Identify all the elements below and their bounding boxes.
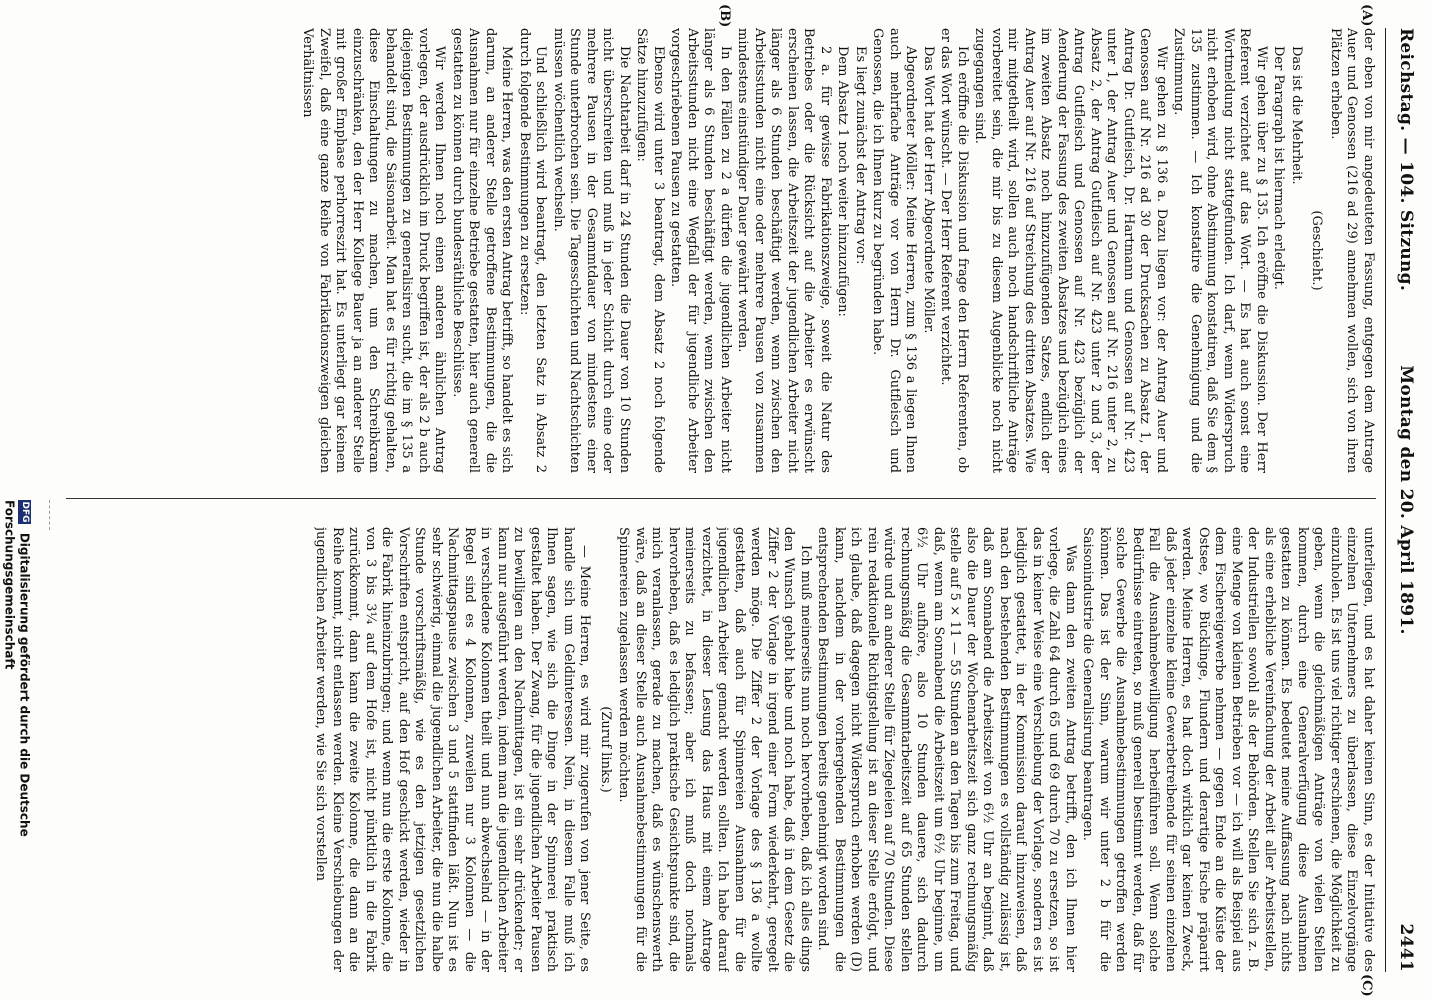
paragraph: Ich eröffne die Diskussion und frage den Herrn Referenten, ob er das Wort wünscht. — Der Herr Referent verzichtet. <box>938 28 970 473</box>
paragraph: Das ist die Mehrheit. <box>1289 46 1304 185</box>
margin-marker-a: (A) <box>1359 4 1374 27</box>
paragraph: 2 a. für gewisse Fabrikationszweige, soweit die Natur des Betriebes oder die Rücksicht auf die Arbeiter es erwünscht erscheinen lassen, die Arbeitszeit der jugendlichen Arbeiter nicht länger als 6 Stunden beschäftigt werden, wenn zwischen den Arbeitsstunden nicht eine oder mehrere Pausen von zusammen mindestens einstündiger Dauer gewährt werden. <box>735 28 833 473</box>
page-number: 2441 <box>1396 923 1416 972</box>
paragraph: Meine Herren, was den ersten Antrag betrifft, so handelt es sich darum, an anderer Stelle getroffene Bestimmungen, die die Ausnahmen nur für einzelne Betriebe gestatten, hier auch generell gestatten zu können durch bundesräthliche Beschlüsse. <box>450 28 515 473</box>
paragraph: Wir gehen über zu § 135. Ich eröffne die Diskussion. Der Herr Referent verzichtet auf das Wort. — Es hat auch sonst eine Wortmeldung nicht stattgefunden. Ich darf, wenn Widerspruch nicht erhoben wird, ohne Abstimmung konstatiren, daß Sie dem § 135 zustimmen. — Ich konstatire die Genehmigung und die Zustimmung. <box>1171 28 1269 473</box>
margin-marker-b: (B) <box>717 4 732 28</box>
dfg-logo: DFG <box>20 501 30 523</box>
paragraph: Ebenso wird unter 3 beantragt, dem Absatz 2 noch folgende Sätze hinzuzufügen: <box>634 28 666 473</box>
left-column <box>66 28 1376 473</box>
paragraph: In den Fällen zu 2 a dürfen die jugendlichen Arbeiter nicht länger als 6 Stunden beschäftigt werden, wenn zwischen den Arbeitsstunden nicht eine Wegfall der für jugendliche Arbeiter vorgeschriebenen Pausen zu gestatten. <box>668 28 733 473</box>
header-date: Montag den 20. April 1891. <box>1396 365 1416 635</box>
paragraph: Es liegt zunächst der Antrag vor: <box>853 46 868 265</box>
funding-note: Digitalisierung gefördert durch die Deutsche Forschungsgemeinschaft <box>3 500 32 837</box>
paragraph: Was dann den zweiten Antrag betrifft, den ich Ihnen hier vorlege, die Zahl 64 durch 65 und 69 durch 70 zu ersetzen, so ist das in keiner Weise eine Verschiebung der Vorlage, sondern es ist lediglich gestattet, in der Kommission darauf hinzuweisen, daß nach den bestehenden Bestimmungen es vollständig zulässig ist, daß am Sonnabend die Arbeitszeit von 6½ Uhr an beginnt, daß also die Dauer der Wochenarbeitszeit sich ganz rechnungsmäßig stelle auf 5 × 11 — 55 Stunden an den Tagen bis zum Freitag, und daß, wenn am Sonnabend die Arbeitszeit um 6½ Uhr beginne, um 6½ Uhr aufhöre, also 10 Stunden dauere, sich dadurch rechnungsmäßig die Gesammtarbeitszeit auf 65 Stunden stellen würde und an anderer Stelle für Ziegeleien auf 70 Stunden. Diese rein redaktionelle Richtigstellung ist an dieser Stelle erfolgt, und ich glaube, daß dagegen nicht Widerspruch erhoben werden (D) kann, nachdem in der vorhergehenden Bestimmungen die entsprechenden Bestimmungen bereits genehmigt worden sind. <box>815 527 1078 972</box>
paragraph: Und schließlich wird beantragt, den letzten Satz in Absatz 2 durch folgende Bestimmungen zu ersetzen: <box>517 28 549 473</box>
paragraph: der eben von mir angedeuteten Fassung, entgegen dem Antrage Auer und Genossen (216 ad 29) annehmen wollen, sich von ihren Plätzen erheben. <box>1328 28 1376 473</box>
paragraph: Das Wort hat der Herr Abgeordnete Möller. <box>921 46 936 334</box>
header-rule <box>1385 28 1386 972</box>
column-divider <box>66 498 1376 499</box>
header-session: Reichstag. — 104. Sitzung. <box>1396 28 1416 292</box>
paragraph: Abgeordneter Möller: Meine Herren, zum § 136 a liegen Ihnen auch mehrfache Anträge vor von Herrn Dr. Gutfleisch und Genossen, die ich Ihnen kurz zu begründen habe. <box>870 28 919 473</box>
paragraph: Dem Absatz 1 noch weiter hinzuzufügen: <box>835 46 851 317</box>
paragraph: (Zuruf links.) <box>598 706 613 793</box>
paragraph: Wir werden Ihnen noch einen anderen ähnlichen Antrag vorlegen, der ausdrücklich im Druck begriffen ist, der als 2 b auch diejenigen Bestimmungen zu generalisiren sucht, die im § 135 a behandelt sind, die Saisonarbeit. Man hat es für richtig gehalten, diese Einschaltungen zu machen, um den Schreibkram einzuschränken, den der Herr Kollege Bauer ja an anderer Stelle mit großer Emphase perhorreszirt hat. Es unterliegt gar keinem Zweifel, daß eine ganze Reihe von Fabrikationszweigen gleichen Verhältnissen <box>300 28 448 473</box>
right-column <box>66 527 1376 972</box>
margin-marker-c: (C) <box>1359 974 1374 997</box>
running-header <box>1388 28 1422 972</box>
paragraph: unterliegen, und es hat daher keinen Sinn, es der Initiative des einzelnen Unternehmers zu überlassen, diese Einzelvorgänge einzuholen. Es ist uns viel richtiger erschienen, die Möglichkeit zu geben, wenn die gleichmäßigen Anträge von vielen Stellen kommen, durch eine Generalverfügung diese Ausnahmen gestatten zu können. Es bedeutet meine Auffassung nach nichts als eine erhebliche Vereinfachung der Arbeit aller Arbeitsstellen, der Industriellen sowohl als der Behörden. Stellen Sie sich z. B. eine Menge von kleinen Betrieben vor — ich will als Beispiel aus dem Fischereigewerbe nehmen — gegen Ende an die Küste der Ostsee, wo Bücklinge, Flundern und derartige Fische präparirt werden. Meine Herren, es hat doch wirklich gar keinen Zweck, daß jeder einzelne kleine Gewerbetreibende für seinen einzelnen Fall die Ausnahmebewilligung herbeiführen soll. Wenn solche Bedürfnisse eintreten, so muß generell bestimmt werden, daß für solche Gewerbe die Ausnahmebestimmungen getroffen werden können. Das ist der Sinn, warum wir unter 2 b für die Saisonindustrie die Generalisirung beantragen. <box>1080 527 1376 972</box>
scan-tick <box>49 500 50 530</box>
funding-footer <box>3 500 32 1000</box>
paragraph: Ich muß meinerseits nun noch hervorheben, daß ich alles dings den Wunsch gehabt habe und noch habe, daß in dem Gesetz die Ziffer 2 der Vorlage in irgend einer Form wiederkehrt, geregelt werden möge. Die Ziffer 2 der Vorlage des § 136 a wollte gestatten, daß auch für Spinnereien Ausnahmen für die jugendlichen Arbeiter gemacht werden sollten. Ich habe darauf verzichtet, in dieser Lesung das Haus mit einem Antrage meinerseits zu befassen; aber ich muß doch nochmals hervorheben, daß es lediglich praktische Gesichtspunkte sind, die mich veranlassen, gerade zu machen, daß es wünschenswerth wäre, daß an dieser Stelle auch Ausnahmebestimmungen für die Spinnereien zugelassen werden möchten. <box>616 527 813 972</box>
paragraph: Der Paragraph ist hiermach erledigt. <box>1271 46 1287 290</box>
paragraph: (Geschieht.) <box>1309 210 1325 291</box>
paragraph: — Meine Herren, es wird mir zugerufen von jener Seite, es handle sich um Geldinteressen. Nein, in diesem Falle muß ich Ihnen sagen, wie sich die Dinge in der Spinnerei praktisch gestaltet haben. Der Zwang, für die jugendlichen Arbeiter Pausen zu bewilligen an den Nachmittagen, ist ein sehr drückender; er kann nur ausgeführt werden, indem man die jugendlichen Arbeiter in verschiedene Kolonnen theilt und nun abwechselnd — in der Regel sind es 4 Kolonnen, zuweilen nur 3 Kolonnen — die Nachmittagspause zwischen 3 und 5 stattfinden läßt. Nun ist es sehr schwierig, einmal die jugendlichen Arbeiter, die nun die halbe Stunde vorschriftsmäßig, wie es den jetzigen gesetzlichen Vorschriften entspricht, auf den Hof geschickt werden, wieder in die Fabrik hineinzubringen; und wenn nun die erste Kolonne, die von 3 bis 3¼ auf dem Hofe ist, nicht pünktlich in die Fabrik zurückkommt, dann kann die zweite Kolonne, die dann an die Reihe kommt, nicht entlassen werden. Kleine Verschiebungen der jugendlichen Arbeiter werden, wie Sie sich vorstellen <box>313 527 593 972</box>
paragraph: Die Nachtarbeit darf in 24 Stunden die Dauer von 10 Stunden nicht überschreiten und muß in jeder Schicht durch eine oder mehrere Pausen in der Gesammtdauer von mindestens einer Stunde unterbrochen sein. Die Tagesschichten und Nachtschichten müssen wöchentlich wechseln. <box>551 28 632 473</box>
paragraph: Wir gehen zu § 136 a. Dazu liegen vor: der Antrag Auer und Genossen auf Nr. 216 ad 30 der Drucksachen zu Absatz 1, der Antrag Dr. Gutfleisch, Dr. Hartmann und Genossen auf Nr. 423 unter 1, der Antrag Auer und Genossen auf Nr. 216 unter 2, zu Absatz 2, der Antrag Gutfleisch auf Nr. 423 unter 2 und 3, der Antrag Gutfleisch und Genossen auf Nr. 423 bezüglich der Aenderung der Fassung des zweiten Absatzes und bezüglich eines im zweiten Absatz noch hinzuzufügenden Satzes, endlich der Antrag Auer auf Nr. 216 auf Streichung des dritten Absatzes. Wie mir mitgetheilt wird, sollen auch noch handschriftliche Anträge vorbereitet sein, die mir bis zu diesem Augenblicke noch nicht zugegangen sind. <box>972 28 1169 473</box>
